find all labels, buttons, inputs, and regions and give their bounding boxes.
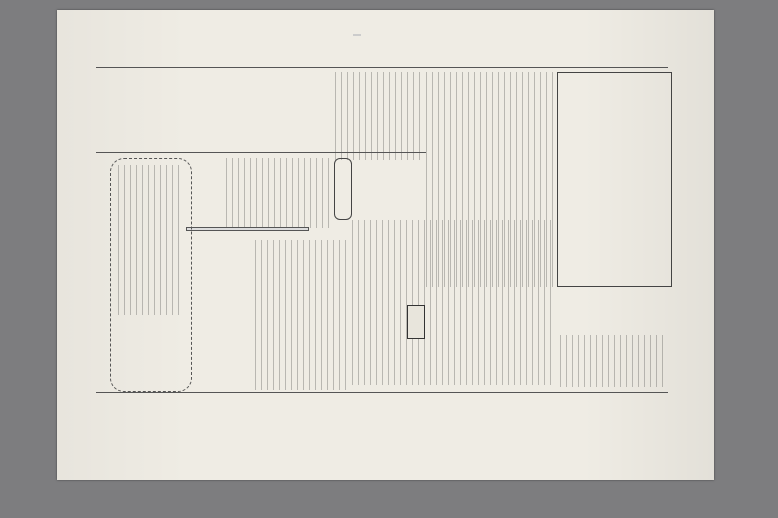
lead-article-box bbox=[557, 72, 672, 287]
series-title-banner bbox=[186, 227, 309, 231]
center-body-text bbox=[352, 220, 552, 385]
essay-body-text bbox=[255, 240, 350, 390]
sidebar-body-text bbox=[118, 165, 184, 315]
masthead bbox=[96, 56, 668, 66]
archive-note-label bbox=[353, 34, 361, 36]
upper-section-rule bbox=[96, 152, 426, 153]
series-body-text bbox=[226, 158, 330, 228]
notice-box bbox=[407, 305, 425, 339]
right-article-header bbox=[555, 295, 670, 335]
masthead-rule bbox=[96, 67, 668, 68]
series-label-box bbox=[334, 158, 352, 220]
right-article-body bbox=[560, 335, 668, 387]
bottom-rule bbox=[96, 392, 668, 393]
second-article-body bbox=[335, 72, 423, 160]
